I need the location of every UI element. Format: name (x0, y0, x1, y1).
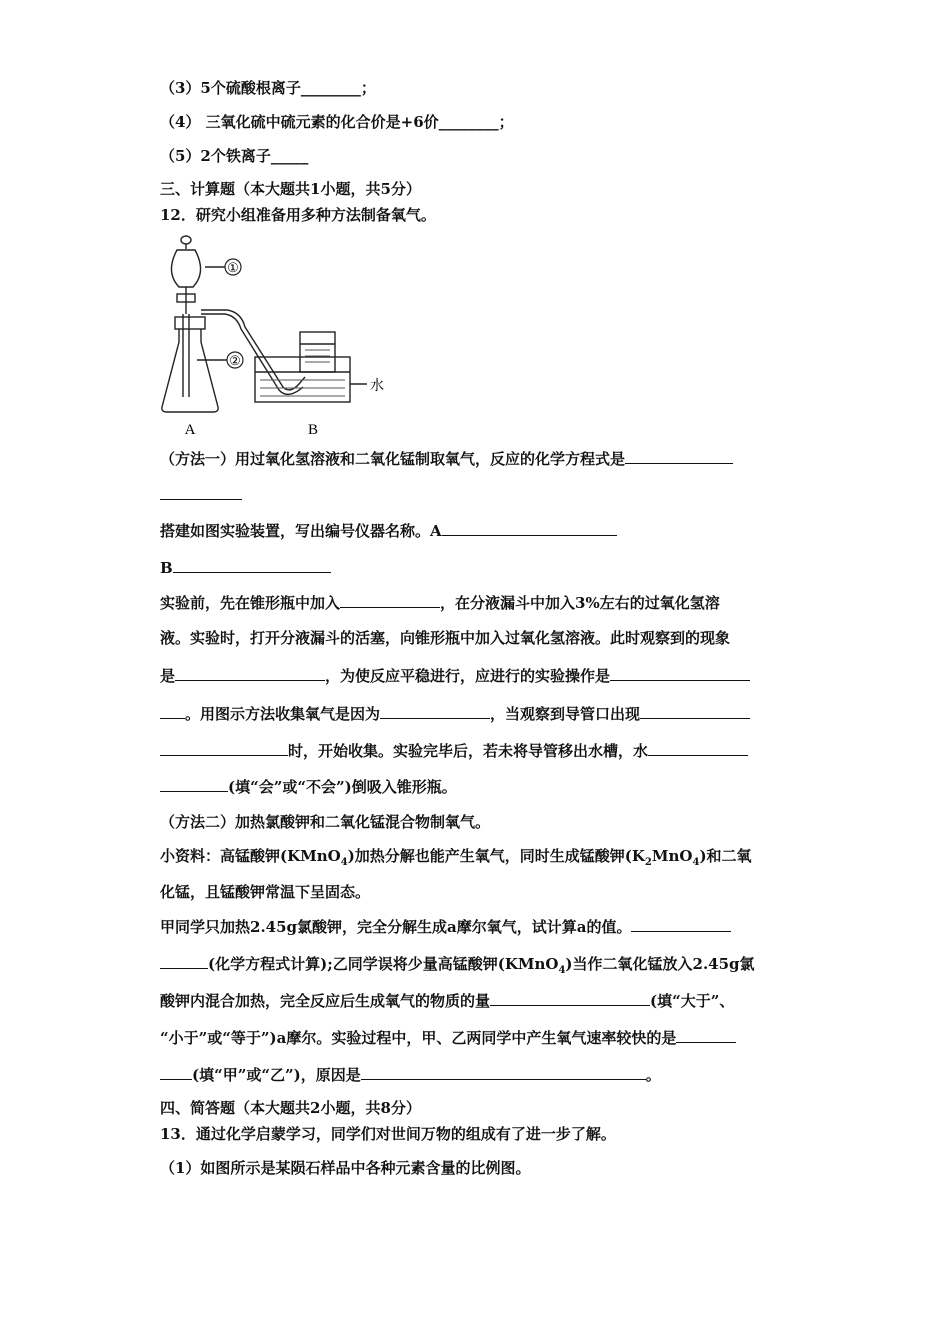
label-b: B (307, 422, 319, 438)
experiment-text-3b: ，为使反应平稳进行，应进行的实验操作是 (325, 667, 611, 685)
info-line-1 (160, 846, 752, 873)
blank-operation-2[interactable] (160, 703, 185, 719)
blank-backflow-2[interactable] (160, 776, 228, 792)
label-circle-1: ① (227, 260, 239, 275)
blank-faster-student-2[interactable] (160, 1064, 192, 1080)
setup-b-line (160, 557, 331, 578)
blank-operation-1[interactable] (610, 665, 750, 681)
question-13-part-1: （1）如图所示是某陨石样品中各种元素含量的比例图。 (160, 1159, 531, 1177)
question-3: （3）5个硫酸根离子________； (160, 79, 376, 97)
setup-b-text: B (160, 559, 173, 577)
experiment-text-1a: 实验前，先在锥形瓶中加入 (160, 594, 341, 612)
experiment-line-3 (160, 665, 750, 686)
blank-phenomenon[interactable] (175, 665, 325, 681)
experiment-text-6: (填“会”或“不会”)倒吸入锥形瓶。 (228, 778, 457, 796)
calc-text-2b: )当作二氧化锰放入2.45g氯 (565, 955, 755, 973)
experiment-text-3a: 是 (160, 667, 176, 685)
label-a: A (184, 422, 196, 438)
blank-oxygen-amount[interactable] (490, 990, 650, 1006)
experiment-text-5a: 时，开始收集。实验完毕后，若未将导管移出水槽，水 (288, 742, 649, 760)
question-5: （5）2个铁离子_____ (160, 147, 309, 165)
blank-faster-student-1[interactable] (676, 1027, 736, 1043)
info-text-1d: )和二氧 (699, 847, 752, 865)
question-13: 13．通过化学启蒙学习，同学们对世间万物的组成有了进一步了解。 (160, 1125, 616, 1143)
question-4: （4） 三氧化硫中硫元素的化合价是+6价________； (160, 113, 514, 131)
blank-equation-1[interactable] (625, 448, 733, 464)
section-3-heading: 三、计算题（本大题共1小题，共5分） (160, 180, 421, 198)
calc-text-5a: (填“甲”或“乙”)，原因是 (192, 1066, 361, 1084)
blank-tube-phenomenon-2[interactable] (160, 740, 288, 756)
setup-line (160, 520, 617, 541)
calc-line-4 (160, 1027, 736, 1048)
subscript-4b: 4 (692, 857, 700, 868)
method-2-intro: （方法二）加热氯酸钾和二氧化锰混合物制氧气。 (160, 813, 491, 831)
blank-tube-phenomenon-1[interactable] (640, 703, 750, 719)
blank-reason[interactable] (361, 1064, 646, 1080)
calc-text-1: 甲同学只加热2.45g氯酸钾，完全分解生成a摩尔氧气，试计算a的值。 (160, 918, 632, 936)
calc-text-3a: 酸钾内混合加热，完全反应后生成氧气的物质的量 (160, 992, 491, 1010)
experiment-line-4 (160, 703, 750, 724)
blank-backflow-1[interactable] (648, 740, 748, 756)
label-water: 水 (370, 379, 384, 394)
method-1-continued (160, 484, 242, 505)
blank-calc-2[interactable] (160, 953, 208, 969)
experiment-line-1 (160, 592, 720, 613)
experiment-text-4a: 。用图示方法收集氧气是因为 (185, 705, 381, 723)
method-1-intro (160, 448, 733, 469)
blank-flask-content[interactable] (340, 592, 440, 608)
experiment-text-1b: ，在分液漏斗中加入3%左右的过氧化氢溶 (440, 594, 720, 612)
blank-collection-reason[interactable] (380, 703, 490, 719)
experiment-line-2: 液。实验时，打开分液漏斗的活塞，向锥形瓶中加入过氧化氢溶液。此时观察到的现象 (160, 629, 731, 647)
blank-b-name[interactable] (173, 557, 331, 573)
experiment-text-4b: ，当观察到导管口出现 (490, 705, 641, 723)
method-1-text: （方法一）用过氧化氢溶液和二氧化锰制取氧气，反应的化学方程式是 (160, 450, 626, 468)
info-text-1c: MnO (651, 847, 693, 865)
apparatus-figure (155, 232, 405, 442)
blank-equation-2[interactable] (160, 484, 242, 500)
label-circle-2: ② (229, 353, 241, 368)
question-12: 12．研究小组准备用多种方法制备氧气。 (160, 206, 436, 224)
calc-line-3 (160, 990, 734, 1011)
apparatus-diagram (155, 232, 405, 442)
experiment-line-5 (160, 740, 748, 761)
info-line-2: 化锰，且锰酸钾常温下呈固态。 (160, 883, 371, 901)
calc-text-3b: (填“大于”、 (650, 992, 735, 1010)
calc-text-5b: 。 (645, 1066, 661, 1084)
calc-text-4a: “小于”或“等于”)a摩尔。实验过程中，甲、乙两同学中产生氧气速率较快的是 (160, 1029, 677, 1047)
calc-line-2 (160, 953, 755, 981)
calc-text-2a: (化学方程式计算);乙同学误将少量高锰酸钾(KMnO (208, 955, 559, 973)
blank-a-name[interactable] (442, 520, 617, 536)
blank-calc-1[interactable] (631, 916, 731, 932)
subscript-4: 4 (340, 857, 348, 868)
section-4-heading: 四、简答题（本大题共2小题，共8分） (160, 1099, 421, 1117)
info-text-1a: 小资料：高锰酸钾(KMnO (160, 847, 341, 865)
info-text-1b: )加热分解也能产生氧气，同时生成锰酸钾(K (347, 847, 645, 865)
subscript-4c: 4 (558, 965, 566, 976)
subscript-2: 2 (644, 857, 652, 868)
calc-line-1 (160, 916, 731, 937)
calc-line-5 (160, 1064, 661, 1085)
setup-text: 搭建如图实验装置，写出编号仪器名称。A (160, 522, 442, 540)
experiment-line-6 (160, 776, 457, 797)
